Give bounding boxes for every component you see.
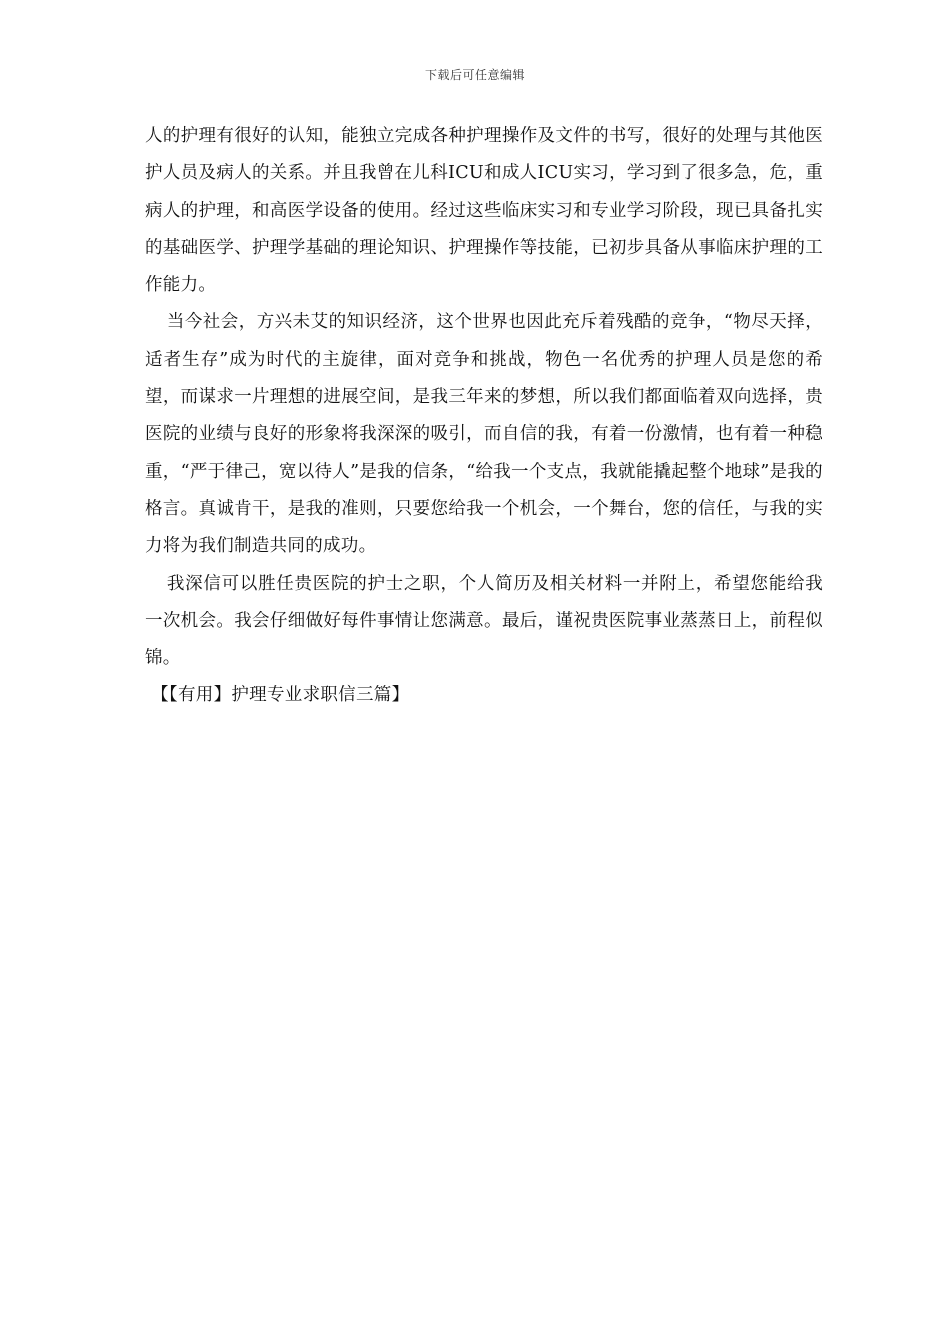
paragraph-closing: 我深信可以胜任贵医院的护士之职，个人简历及相关材料一并附上，希望您能给我一次机会。我会仔细做好每件事情让您满意。最后，谨祝贵医院事业蒸蒸日上，前程似锦。 xyxy=(145,573,823,669)
document-title-footer: 【【有用】护理专业求职信三篇】 xyxy=(151,685,410,706)
page-header: 下载后可任意编辑 xyxy=(424,68,525,82)
paragraph-continuation: 人的护理有很好的认知，能独立完成各种护理操作及文件的书写，很好的处理与其他医护人员及病人的关系。并且我曾在儿科ICU和成人ICU实习，学习到了很多急，危，重病人的护理，和高医学设备的使用。经过这些临床实习和专业学习阶段，现已具备扎实的基础医学、护理学基础的理论知识、护理操作等技能，已初步具备从事临床护理的工作能力。 xyxy=(145,126,823,296)
paragraph-competition: 当今社会，方兴未艾的知识经济，这个世界也因此充斥着残酷的竞争，“物尽天择，适者生存”成为时代的主旋律，面对竞争和挑战，物色一名优秀的护理人员是您的希望，而谋求一片理想的进展空间，是我三年来的梦想，所以我们都面临着双向选择，贵医院的业绩与良好的形象将我深深的吸引，而自信的我，有着一份激情，也有着一种稳重，“严于律己，宽以待人”是我的信条，“给我一个支点，我就能撬起整个地球”是我的格言。真诚肯干，是我的准则，只要您给我一个机会，一个舞台，您的信任，与我的实力将为我们制造共同的成功。 xyxy=(145,312,823,557)
document-body xyxy=(145,118,823,715)
